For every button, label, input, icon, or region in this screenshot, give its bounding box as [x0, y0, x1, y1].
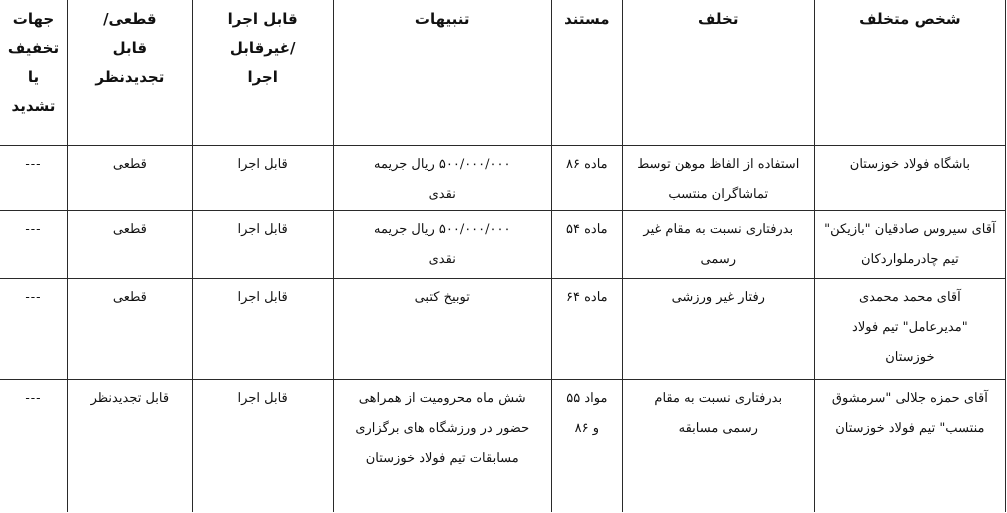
header-offender: شخص متخلف: [814, 0, 1005, 146]
table-row: [0, 211, 1006, 279]
header-final-appealable: قطعی/قابل تجدیدنظر: [67, 0, 192, 146]
table-row: [0, 380, 1006, 513]
cell-penalty: ۵۰۰/۰۰۰/۰۰۰ ریال جریمه نقدی: [333, 211, 551, 279]
table-row: [0, 146, 1006, 211]
cell-offender: آقای سیروس صادقیان "بازیکن" تیم چادرملواردکان: [814, 211, 1005, 279]
cell-violation: بدرفتاری نسبت به مقام غیر رسمی: [622, 211, 814, 279]
header-reference: مستند: [551, 0, 622, 146]
cell-penalty: شش ماه محرومیت از همراهی حضور در ورزشگاه های برگزاری مسابقات تیم فولاد خوزستان: [333, 380, 551, 513]
cell-penalty: ۵۰۰/۰۰۰/۰۰۰ ریال جریمه نقدی: [333, 146, 551, 211]
header-penalties: تنبیهات: [333, 0, 551, 146]
cell-factors: ---: [0, 279, 67, 380]
cell-violation: استفاده از الفاظ موهن توسط تماشاگران منتسب: [622, 146, 814, 211]
cell-penalty: توبیخ کتبی: [333, 279, 551, 380]
cell-enforceable: قابل اجرا: [192, 146, 333, 211]
cell-enforceable: قابل اجرا: [192, 380, 333, 513]
cell-final: قابل تجدیدنظر: [67, 380, 192, 513]
cell-final: قطعی: [67, 146, 192, 211]
cell-reference: ماده ۶۴: [551, 279, 622, 380]
cell-enforceable: قابل اجرا: [192, 279, 333, 380]
cell-final: قطعی: [67, 211, 192, 279]
header-violation: تخلف: [622, 0, 814, 146]
cell-reference: مواد ۵۵ و ۸۶: [551, 380, 622, 513]
cell-offender: باشگاه فولاد خوزستان: [814, 146, 1005, 211]
header-enforceable: قابل اجرا /غیرقابل اجرا: [192, 0, 333, 146]
cell-offender: آقای حمزه جلالی "سرمشوق منتسب" تیم فولاد خوزستان: [814, 380, 1005, 513]
cell-reference: ماده ۵۴: [551, 211, 622, 279]
cell-factors: ---: [0, 146, 67, 211]
table-row: [0, 279, 1006, 380]
cell-violation: بدرفتاری نسبت به مقام رسمی مسابقه: [622, 380, 814, 513]
cell-violation: رفتار غیر ورزشی: [622, 279, 814, 380]
header-mitigating-aggravating: جهات تخفیف یا تشدید: [0, 0, 67, 146]
cell-factors: ---: [0, 380, 67, 513]
header-row: [0, 0, 1006, 146]
cell-final: قطعی: [67, 279, 192, 380]
cell-enforceable: قابل اجرا: [192, 211, 333, 279]
cell-reference: ماده ۸۶: [551, 146, 622, 211]
cell-offender: آقای محمد محمدی "مدیرعامل" تیم فولاد خوزستان: [814, 279, 1005, 380]
cell-factors: ---: [0, 211, 67, 279]
